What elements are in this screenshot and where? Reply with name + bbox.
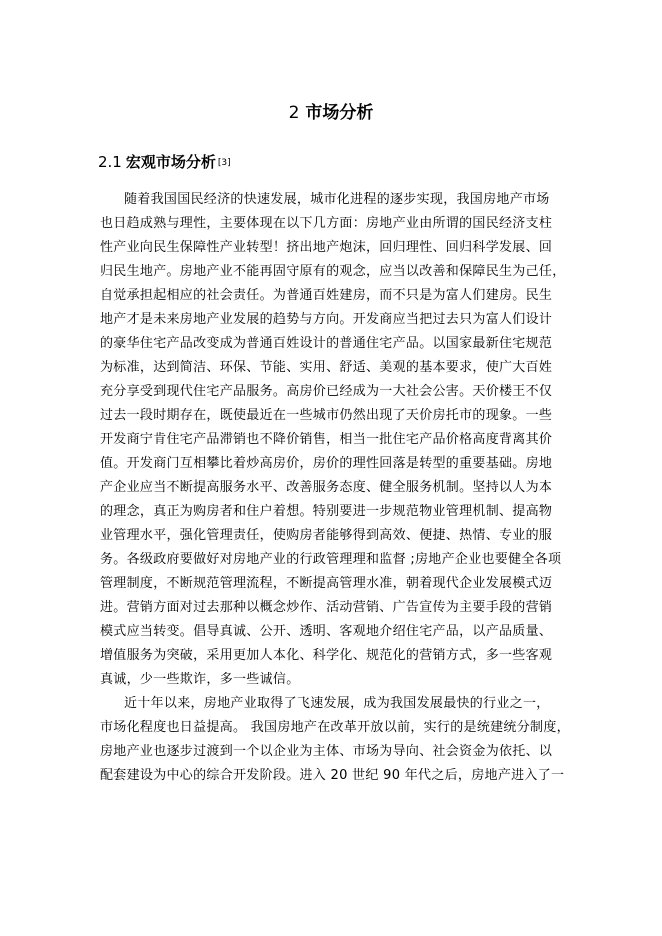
paragraph-line: 值。开发商门互相攀比着炒高房价，房价的理性回落是转型的重要基础。房地 [100,456,553,471]
paragraph-line: 真诚，少一些欺诈，多一些诚信。 [100,672,300,687]
section-heading [98,152,231,172]
paragraph-line: 产企业应当不断提高服务水平、改善服务态度、健全服务机制。坚持以人为本 [100,480,553,495]
paragraph-line: 近十年以来，房地产业取得了飞速发展，成为我国发展最快的行业之一， [124,696,550,711]
paragraph-line: 房地产业也逐步过渡到一个以企业为主体、市场为导向、社会资金为依托、以 [100,744,553,759]
paragraph-line: 归民生地产。房地产业不能再固守原有的观念，应当以改善和保障民生为己任， [100,264,566,279]
paragraph-line: 的豪华住宅产品改变成为普通百姓设计的普通住宅产品。以国家最新住宅规范 [100,336,553,351]
paragraph-line: 地产才是未来房地产业发展的趋势与方向。开发商应当把过去只为富人们设计 [100,312,553,327]
paragraph-line: 为标准，达到简洁、环保、节能、实用、舒适、美观的基本要求，使广大百姓 [100,360,553,375]
paragraph-line: 充分享受到现代住宅产品服务。高房价已经成为一大社会公害。天价楼王不仅 [100,384,553,399]
paragraph-line: 过去一段时期存在，既使最近在一些城市仍然出现了天价房托市的现象。一些 [100,408,553,423]
paragraph-line: 业管理水平，强化管理责任，使购房者能够得到高效、便捷、热情、专业的服 [100,528,553,543]
citation-reference: [3] [217,158,231,168]
paragraph-line: 随着我国国民经济的快速发展，城市化进程的逐步实现，我国房地产市场 [124,192,550,207]
paragraph-line: 开发商宁肯住宅产品滞销也不降价销售，相当一批住宅产品价格高度背离其价 [100,432,553,447]
paragraph-line: 配套建设为中心的综合开发阶段。进入 20 世纪 90 年代之后，房地产进入了一 [100,768,565,783]
paragraph-line: 管理制度，不断规范管理流程，不断提高管理水准，朝着现代企业发展模式迈 [100,576,553,591]
paragraph-line: 增值服务为突破，采用更加人本化、科学化、规范化的营销方式，多一些客观 [100,648,553,663]
paragraph-line: 模式应当转变。倡导真诚、公开、透明、客观地介绍住宅产品，以产品质量、 [100,624,553,639]
paragraph-line: 性产业向民生保障性产业转型！挤出地产炮沫，回归理性、回归科学发展、回 [100,240,553,255]
paragraph-line: 务。各级政府要做好对房地产业的行政管理理和监督 ;房地产企业也要健全各项 [100,552,562,567]
paragraph-line: 也日趋成熟与理性，主要体现在以下几方面：房地产业由所谓的国民经济支柱 [100,216,553,231]
section-title: 宏观市场分析 [125,153,216,171]
paragraph-line: 的理念，真正为购房者和住户着想。特别要进一步规范物业管理机制、提高物 [100,504,553,519]
section-number: 2.1 [98,153,122,171]
paragraph-line: 市场化程度也日益提高。 我国房地产在改革开放以前，实行的是统建统分制度， [100,720,570,735]
paragraph-line: 自觉承担起相应的社会责任。为普通百姓建房，而不只是为富人们建房。民生 [100,288,553,303]
chapter-number: 2 [288,103,300,123]
paragraph-line: 进。营销方面对过去那种以概念炒作、活动营销、广告宣传为主要手段的营销 [100,600,553,615]
chapter-heading [0,102,662,124]
chapter-title: 市场分析 [305,103,374,123]
